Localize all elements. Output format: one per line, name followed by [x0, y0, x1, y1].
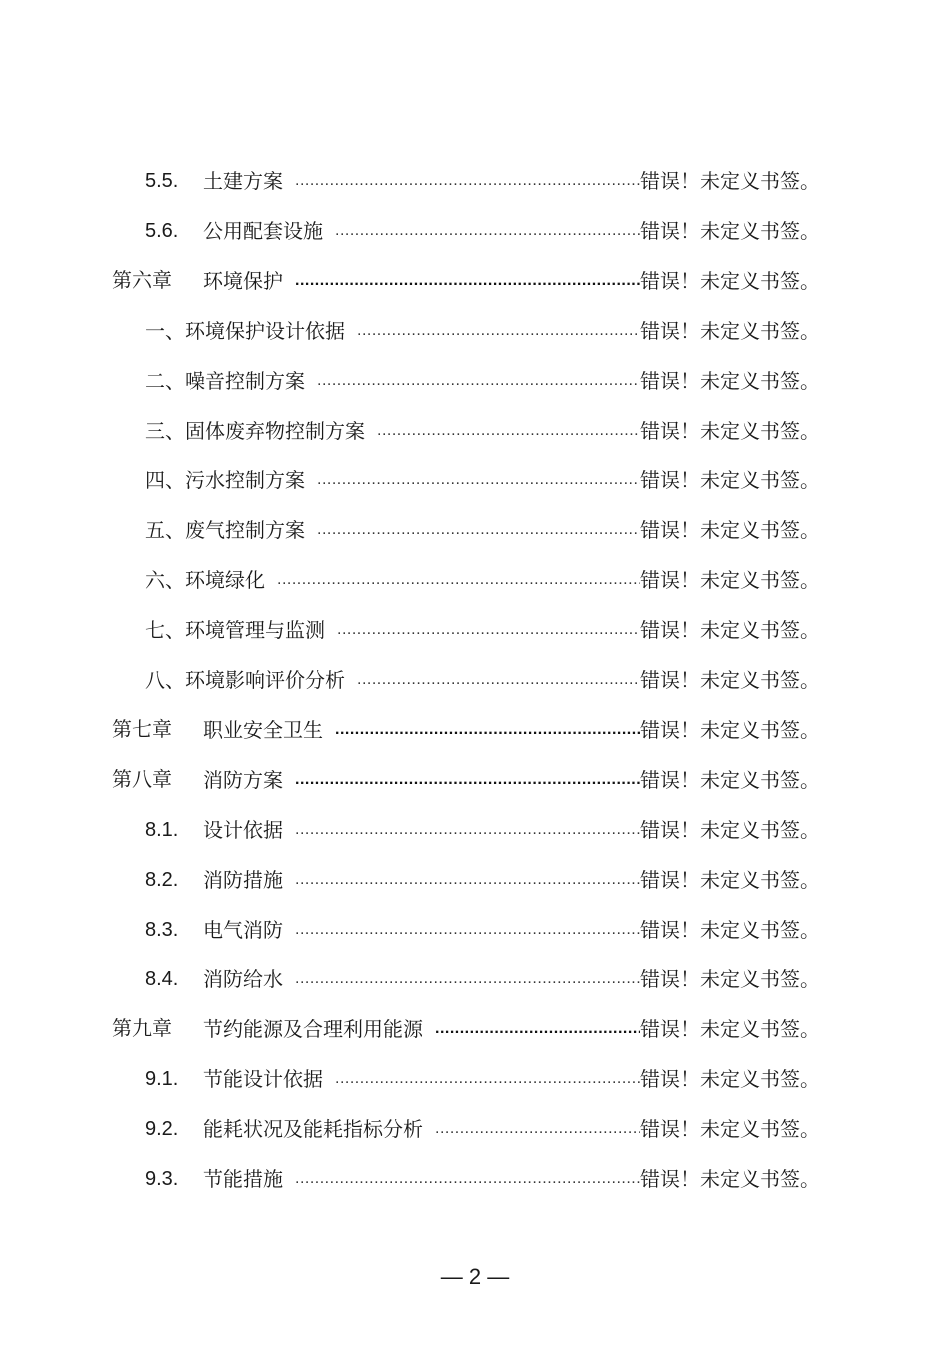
toc-entry[interactable]: [0, 1064, 950, 1094]
toc-dot-leader: [295, 915, 640, 945]
toc-entry[interactable]: [0, 665, 950, 695]
toc-entry-number: 8.1.: [145, 818, 179, 841]
toc-entry[interactable]: [0, 715, 950, 745]
toc-entry[interactable]: [0, 765, 950, 795]
toc-entry-title: 土建方案: [203, 169, 283, 193]
toc-entry[interactable]: [0, 1164, 950, 1194]
toc-dot-leader: [295, 865, 640, 895]
toc-page-reference: 错误！未定义书签。: [640, 618, 820, 643]
toc-entry-number: 第六章: [112, 269, 172, 292]
toc-page-reference: 错误！未定义书签。: [640, 1067, 820, 1092]
toc-page-reference: 错误！未定义书签。: [640, 817, 820, 842]
toc-entry-title: 五、废气控制方案: [145, 518, 305, 543]
toc-entry[interactable]: [0, 865, 950, 895]
toc-dot-leader: [337, 615, 640, 645]
toc-entry-title: 消防给水: [203, 967, 283, 992]
toc-entry[interactable]: [0, 216, 950, 246]
toc-entry[interactable]: [0, 316, 950, 346]
toc-entry-title: 消防方案: [203, 767, 283, 792]
toc-entry-number: 第八章: [112, 768, 172, 791]
toc-entry-title: 能耗状况及能耗指标分析: [203, 1117, 423, 1142]
toc-dot-leader: [295, 166, 640, 196]
toc-dot-leader: [435, 1114, 640, 1144]
toc-page-reference: 错误！未定义书签。: [640, 268, 820, 293]
toc-page-reference: 错误！未定义书签。: [640, 518, 820, 543]
toc-entry-number: 第七章: [112, 718, 172, 741]
toc-dot-leader: [317, 366, 640, 396]
toc-page-reference: 错误！未定义书签。: [640, 368, 820, 393]
toc-entry[interactable]: [0, 416, 950, 446]
toc-entry-title: 节能设计依据: [203, 1067, 323, 1092]
toc-dot-leader: [335, 1064, 640, 1094]
toc-entry[interactable]: [0, 465, 950, 495]
toc-dot-leader: [295, 1164, 640, 1194]
toc-entry-title: 二、噪音控制方案: [145, 368, 305, 393]
toc-entry-title: 电气消防: [203, 917, 283, 942]
toc-dot-leader: [317, 465, 640, 495]
toc-dot-leader: [295, 765, 640, 795]
toc-entry-number: 8.2.: [145, 868, 179, 891]
toc-dot-leader: [377, 416, 640, 446]
toc-entry[interactable]: [0, 915, 950, 945]
toc-page-reference: 错误！未定义书签。: [640, 418, 820, 443]
toc-page-reference: 错误！未定义书签。: [640, 917, 820, 942]
toc-entry-title: 公用配套设施: [203, 218, 323, 243]
toc-page-reference: 错误！未定义书签。: [640, 967, 820, 992]
toc-entry-title: 设计依据: [203, 817, 283, 842]
toc-entry-title: 节能措施: [203, 1167, 283, 1191]
toc-entry-title: 六、环境绿化: [145, 568, 265, 593]
toc-dot-leader: [295, 815, 640, 845]
toc-entry[interactable]: [0, 615, 950, 645]
toc-dot-leader: [435, 1014, 640, 1044]
toc-entry-title: 环境保护: [203, 268, 283, 293]
toc-page-reference: 错误！未定义书签。: [640, 1017, 820, 1042]
toc-entry[interactable]: [0, 964, 950, 994]
toc-page-reference: 错误！未定义书签。: [640, 218, 820, 243]
toc-entry-number: 9.1.: [145, 1068, 179, 1091]
toc-entry[interactable]: [0, 366, 950, 396]
toc-dot-leader: [317, 515, 640, 545]
toc-entry-title: 消防措施: [203, 867, 283, 892]
toc-entry-number: 5.5.: [145, 170, 179, 192]
toc-page-reference: 错误！未定义书签。: [640, 1167, 820, 1191]
toc-page-reference: 错误！未定义书签。: [640, 867, 820, 892]
toc-entry-title: 三、固体废弃物控制方案: [145, 418, 365, 443]
toc-page-reference: 错误！未定义书签。: [640, 568, 820, 593]
toc-dot-leader: [295, 964, 640, 994]
toc-page-reference: 错误！未定义书签。: [640, 468, 820, 493]
toc-entry-title: 七、环境管理与监测: [145, 618, 325, 643]
toc-entry-number: 5.6.: [145, 219, 179, 242]
toc-entry[interactable]: [0, 266, 950, 296]
toc-entry-title: 职业安全卫生: [203, 717, 323, 742]
toc-page-reference: 错误！未定义书签。: [640, 318, 820, 343]
toc-entry-number: 8.4.: [145, 968, 179, 991]
toc-dot-leader: [277, 565, 640, 595]
toc-entry[interactable]: [0, 166, 950, 196]
toc-dot-leader: [357, 316, 640, 346]
toc-entry[interactable]: [0, 1014, 950, 1044]
toc-page-reference: 错误！未定义书签。: [640, 767, 820, 792]
toc-page-reference: 错误！未定义书签。: [640, 1117, 820, 1142]
toc-dot-leader: [335, 216, 640, 246]
toc-entry-title: 八、环境影响评价分析: [145, 668, 345, 692]
toc-entry-number: 9.2.: [145, 1118, 179, 1141]
toc-entry-number: 8.3.: [145, 918, 179, 941]
toc-page-reference: 错误！未定义书签。: [640, 717, 820, 742]
toc-page-reference: 错误！未定义书签。: [640, 169, 820, 193]
toc-entry[interactable]: [0, 815, 950, 845]
toc-entry-number: 9.3.: [145, 1168, 179, 1190]
toc-entry-title: 四、污水控制方案: [145, 468, 305, 493]
toc-dot-leader: [335, 715, 640, 745]
page-number: — 2 —: [440, 1264, 510, 1289]
toc-entry-title: 节约能源及合理利用能源: [203, 1017, 423, 1042]
toc-dot-leader: [357, 665, 640, 695]
toc-page-reference: 错误！未定义书签。: [640, 668, 820, 692]
toc-dot-leader: [295, 266, 640, 296]
toc-entry-title: 一、环境保护设计依据: [145, 318, 345, 343]
toc-entry[interactable]: [0, 565, 950, 595]
toc-entry[interactable]: [0, 1114, 950, 1144]
toc-entry[interactable]: [0, 515, 950, 545]
toc-entry-number: 第九章: [112, 1018, 172, 1041]
